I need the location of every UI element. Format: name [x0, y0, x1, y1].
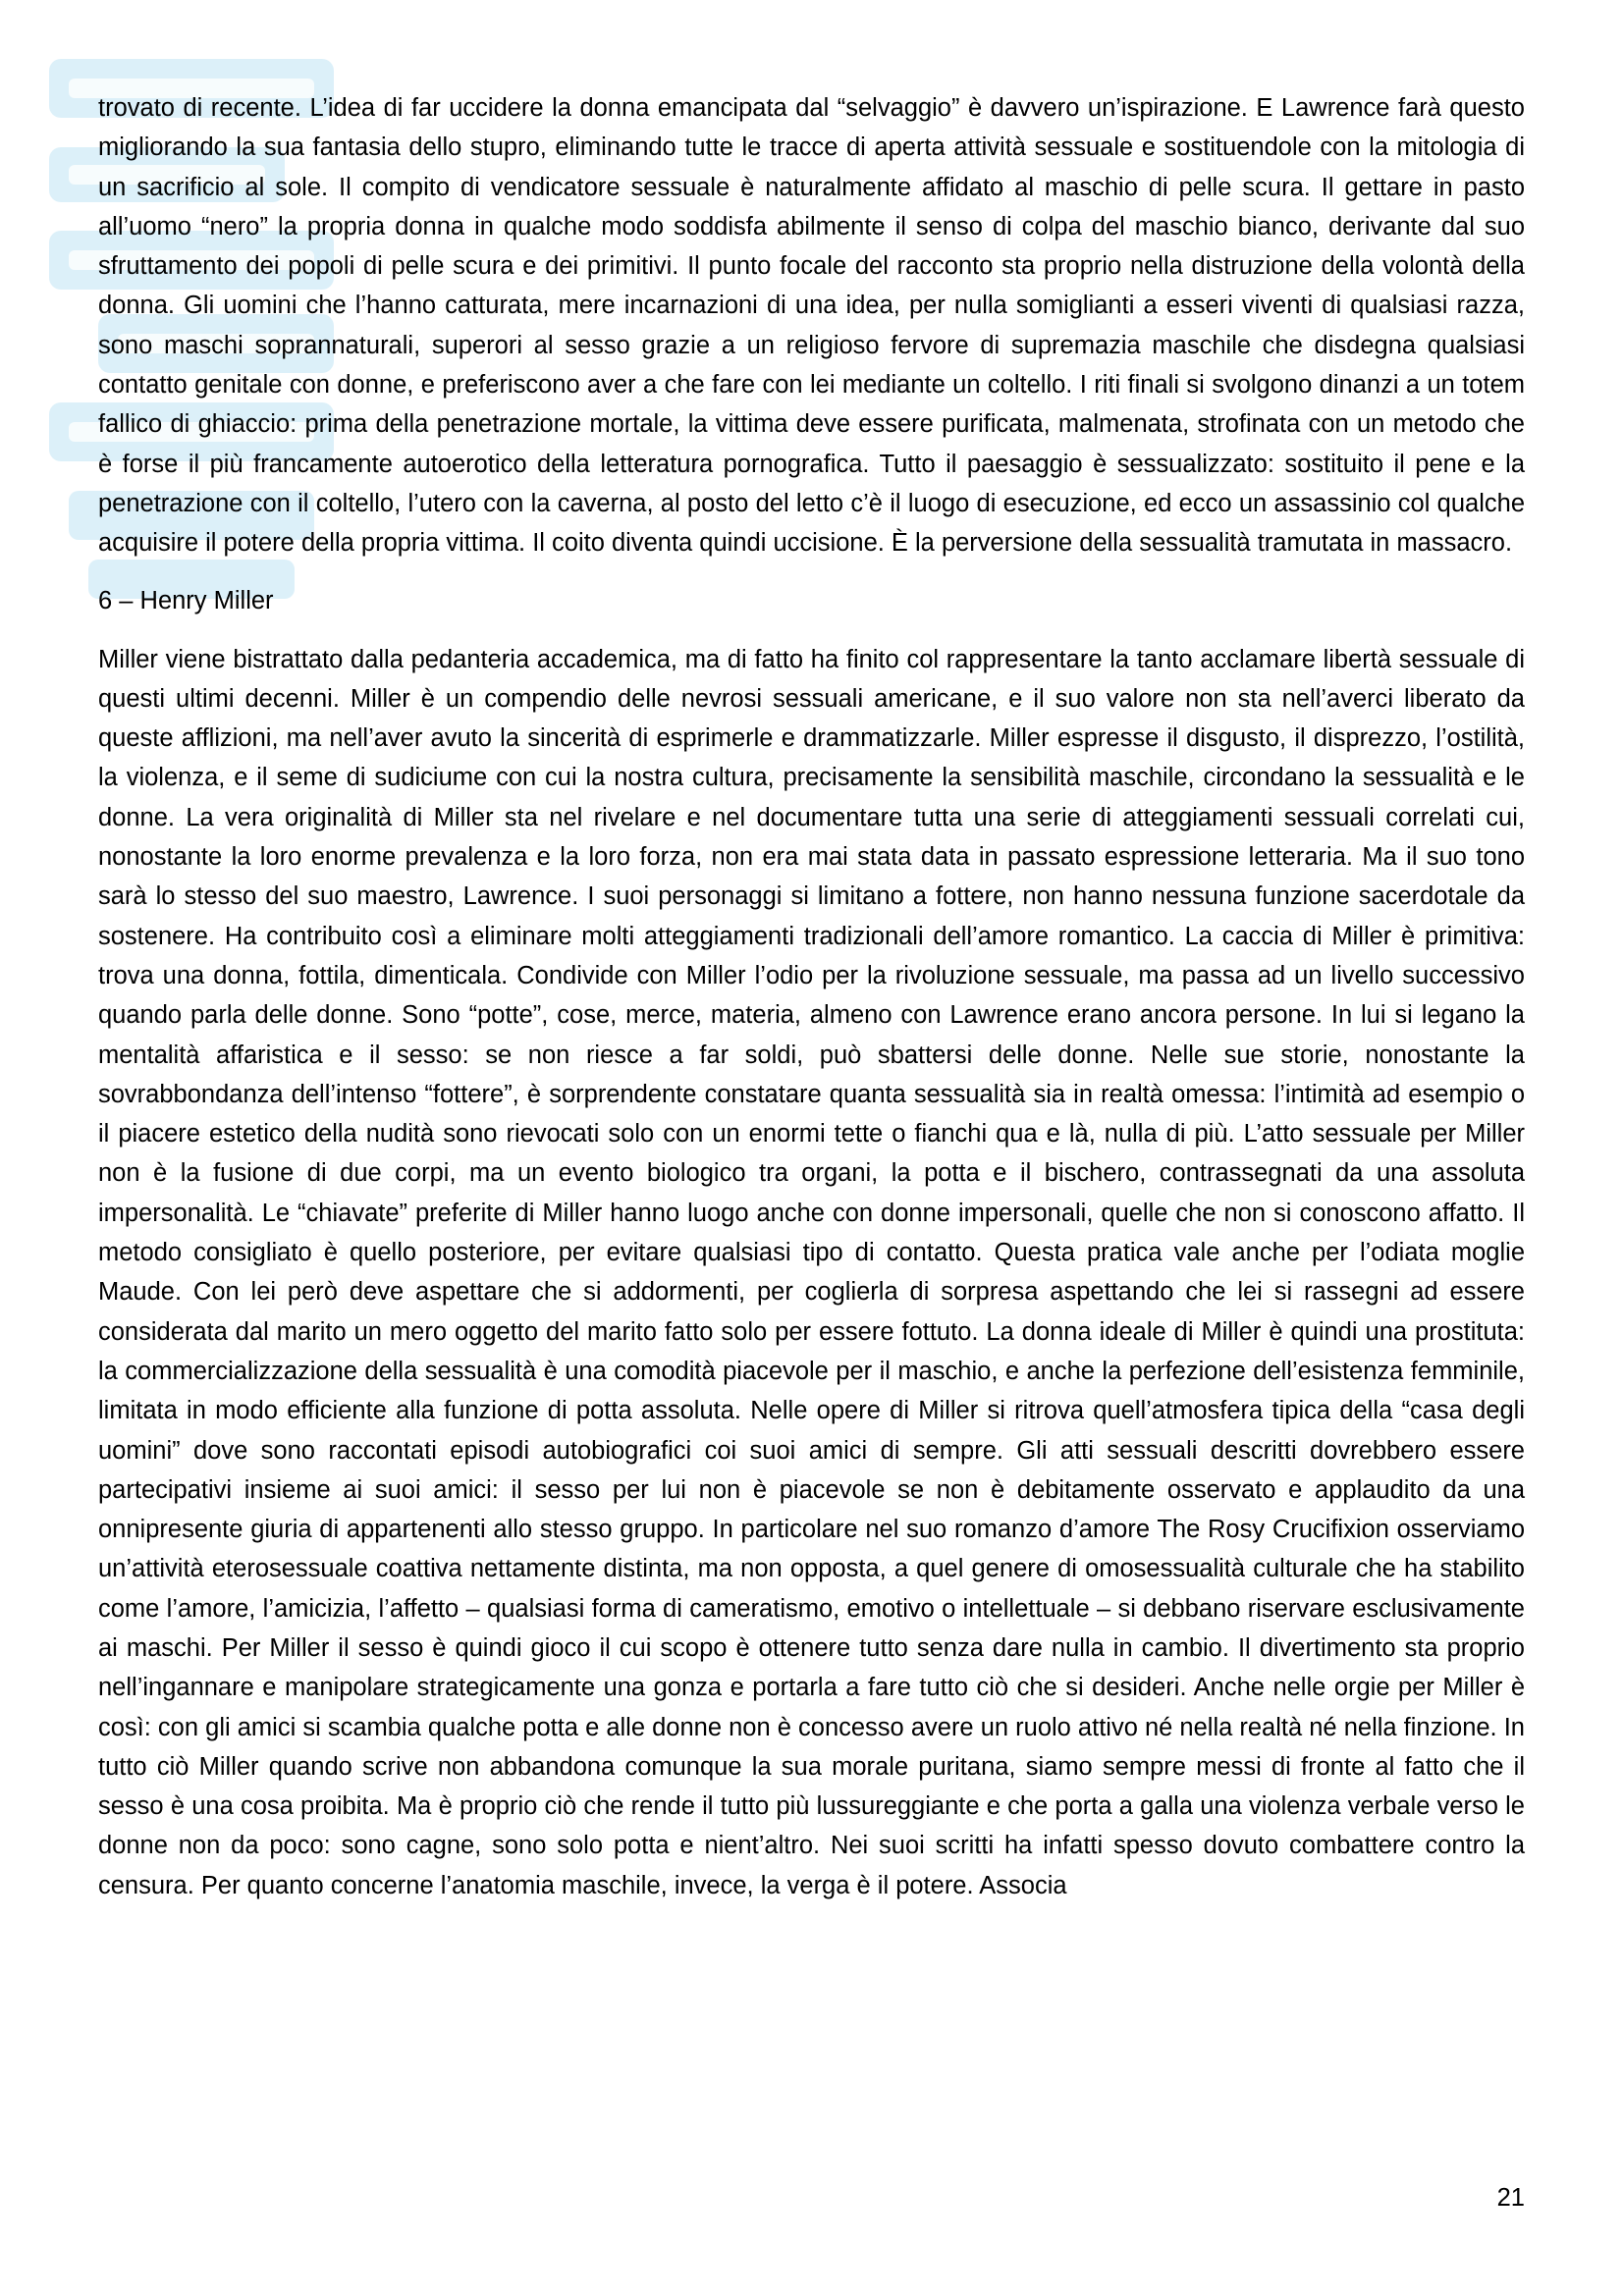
page-content — [98, 88, 1525, 1905]
main-paragraph: Miller viene bistrattato dalla pedanteria accademica, ma di fatto ha finito col rappresentare la tanto acclamare libertà sessuale di questi ultimi decenni. Miller è un compendio delle nevrosi sessuali americane, e il suo valore non sta nell’averci liberato da queste afflizioni, ma nell’aver avuto la sincerità di esprimerle e drammatizzarle. Miller espresse il disgusto, il disprezzo, l’ostilità, la violenza, e il seme di sudiciume con cui la nostra cultura, precisamente la sensibilità maschile, circondano la sessualità e le donne. La vera originalità di Miller sta nel rivelare e nel documentare tutta una serie di atteggiamenti sessuali correlati cui, nonostante la loro enorme prevalenza e la loro forza, non era mai stata data in passato espressione letteraria. Ma il suo tono sarà lo stesso del suo maestro, Lawrence. I suoi personaggi si limitano a fottere, non hanno nessuna funzione sacerdotale da sostenere. Ha contribuito così a eliminare molti atteggiamenti tradizionali dell’amore romantico. La caccia di Miller è primitiva: trova una donna, fottila, dimenticala. Condivide con Miller l’odio per la rivoluzione sessuale, ma passa ad un livello successivo quando parla delle donne. Sono “potte”, cose, merce, materia, almeno con Lawrence erano ancora persone. In lui si legano la mentalità affaristica e il sesso: se non riesce a far soldi, può sbattersi delle donne. Nelle sue storie, nonostante la sovrabbondanza dell’intenso “fottere”, è sorprendente constatare quanta sessualità sia in realtà omessa: l’intimità ad esempio o il piacere estetico della nudità sono rievocati solo con un enormi tette o fianchi qua e là, nulla di più. L’atto sessuale per Miller non è la fusione di due corpi, ma un evento biologico tra organi, la potta e il bischero, contrassegnati da una assoluta impersonalità. Le “chiavate” preferite di Miller hanno luogo anche con donne impersonali, quelle che non si conoscono affatto. Il metodo consigliato è quello posteriore, per evitare qualsiasi tipo di contatto. Questa pratica vale anche per l’odiata moglie Maude. Con lei però deve aspettare che si addormenti, per coglierla di sorpresa aspettando che lei si rassegni ad essere considerata dal marito un mero oggetto del marito fatto solo per essere fottuto. La donna ideale di Miller è quindi una prostituta: la commercializzazione della sessualità è una comodità piacevole per il maschio, e anche la perfezione dell’esistenza femminile, limitata in modo efficiente alla funzione di potta assoluta. Nelle opere di Miller si ritrova quell’atmosfera tipica della “casa degli uomini” dove sono raccontati episodi autobiografici coi suoi amici di sempre. Gli atti sessuali descritti dovrebbero essere partecipativi insieme ai suoi amici: il sesso per lui non è piacevole se non è debitamente osservato e applaudito da una onnipresente giuria di appartenenti allo stesso gruppo. In particolare nel suo romanzo d’amore The Rosy Crucifixion osserviamo un’attività eterosessuale coattiva nettamente distinta, ma non opposta, a quel genere di omosessualità culturale che ha stabilito come l’amore, l’amicizia, l’affetto – qualsiasi forma di cameratismo, emotivo o intellettuale – si debbano riservare esclusivamente ai maschi. Per Miller il sesso è quindi gioco il cui scopo è ottenere tutto senza dare nulla in cambio. Il divertimento sta proprio nell’ingannare e manipolare strategicamente una gonza e portarla a fare tutto ciò che si desideri. Anche nelle orgie per Miller è così: con gli amici si scambia qualche potta e alle donne non è concesso avere un ruolo attivo né nella realtà né nella finzione. In tutto ciò Miller quando scrive non abbandona comunque la sua morale puritana, siamo sempre messi di fronte al fatto che il sesso è una cosa proibita. Ma è proprio ciò che rende il tutto più lussureggiante e che porta a galla una violenza verbale verso le donne non da poco: sono cagne, sono solo potta e nient’altro. Nei suoi scritti ha infatti spesso dovuto combattere contro la censura. Per quanto concerne l’anatomia maschile, invece, la verga è il potere. Associa — [98, 645, 1525, 1899]
section-heading: 6 – Henry Miller — [98, 586, 274, 614]
page-number: 21 — [1496, 2184, 1525, 2212]
intro-paragraph: trovato di recente. L’idea di far uccidere la donna emancipata dal “selvaggio” è davvero un’ispirazione. E Lawrence farà questo migliorando la sua fantasia dello stupro, eliminando tutte le tracce di aperta attività sessuale e sostituendole con la mitologia di un sacrificio al sole. Il compito di vendicatore sessuale è naturalmente affidato al maschio di pelle scura. Il gettare in pasto all’uomo “nero” la propria donna in qualche modo soddisfa abilmente il senso di colpa del maschio bianco, derivante dal suo sfruttamento dei popoli di pelle scura e dei primitivi. Il punto focale del racconto sta proprio nella distruzione della volontà della donna. Gli uomini che l’hanno catturata, mere incarnazioni di una idea, per nulla somiglianti a esseri viventi di qualsiasi razza, sono maschi soprannaturali, superori al sesso grazie a un religioso fervore di supremazia maschile che disdegna qualsiasi contatto genitale con donne, e preferiscono aver a che fare con lei mediante un coltello. I riti finali si svolgono dinanzi a un totem fallico di ghiaccio: prima della penetrazione mortale, la vittima deve essere purificata, malmenata, strofinata con un metodo che è forse il più francamente autoerotico della letteratura pornografica. Tutto il paesaggio è sessualizzato: sostituito il pene e la penetrazione con il coltello, l’utero con la caverna, al posto del letto c’è il luogo di esecuzione, ed ecco un assassinio col qualche acquisire il potere della propria vittima. Il coito diventa quindi uccisione. È la perversione della sessualità tramutata in massacro. — [98, 94, 1525, 558]
